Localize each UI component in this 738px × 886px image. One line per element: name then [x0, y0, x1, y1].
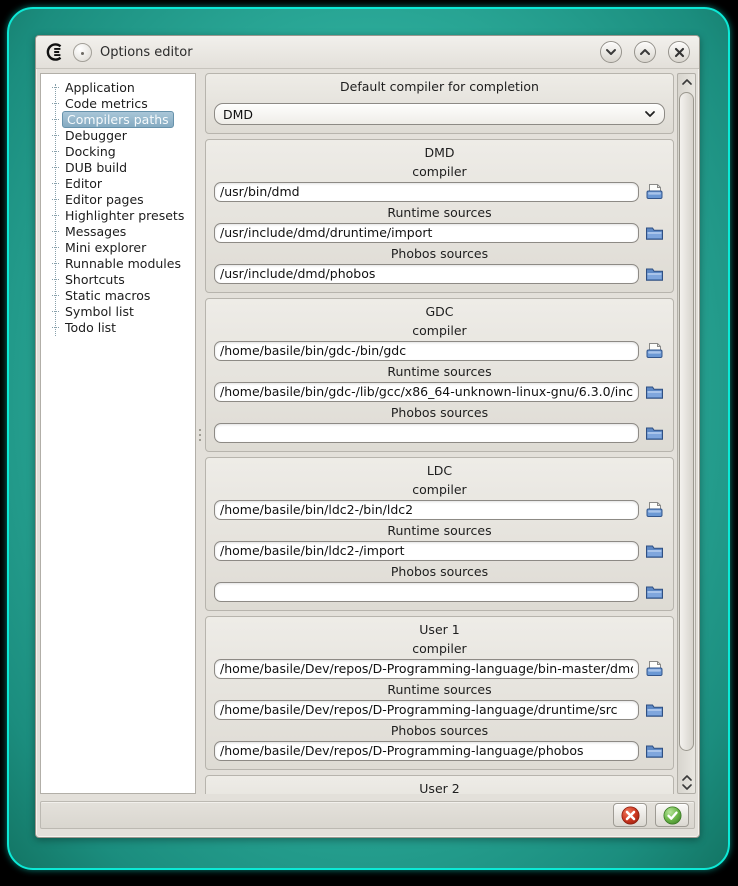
main-area: [36, 69, 699, 794]
shade-button[interactable]: [600, 41, 622, 63]
user1-runtime-sources-input[interactable]: [214, 700, 639, 720]
dmd-groupbox: [205, 139, 674, 293]
sidebar-item-messages[interactable]: Messages: [43, 223, 193, 239]
groupbox-title: Default compiler for completion: [340, 79, 539, 94]
ldc-compiler-input[interactable]: [214, 500, 639, 520]
open-file-icon: [645, 501, 664, 518]
close-button[interactable]: [668, 41, 690, 63]
field-label: Runtime sources: [387, 364, 492, 379]
cancel-icon: [621, 806, 640, 825]
scrollbar-thumb[interactable]: [679, 92, 694, 751]
ok-icon: [663, 806, 682, 825]
selected-compiler-value: DMD: [223, 106, 254, 122]
field-label: Runtime sources: [387, 523, 492, 538]
groupbox-title: User 1: [419, 622, 460, 637]
sidebar-item-symbol-list[interactable]: Symbol list: [43, 303, 193, 319]
field-label: Phobos sources: [390, 564, 489, 579]
groupbox-title: LDC: [426, 463, 453, 478]
field-label: Phobos sources: [390, 246, 489, 261]
chevron-down-icon: [605, 48, 617, 56]
open-file-button[interactable]: [639, 659, 665, 679]
groupbox-title: User 2: [419, 781, 460, 794]
select-folder-icon: [645, 702, 664, 718]
ldc-groupbox: [205, 457, 674, 611]
chevron-down-icon[interactable]: [682, 784, 692, 790]
select-folder-icon: [645, 266, 664, 282]
sidebar-item-highlighter-presets[interactable]: Highlighter presets: [43, 207, 193, 223]
chevron-up-icon[interactable]: [682, 775, 692, 781]
select-folder-button[interactable]: [639, 700, 665, 720]
sidebar-item-compilers-paths[interactable]: Compilers paths: [43, 111, 193, 127]
user1-phobos-sources-input[interactable]: [214, 741, 639, 761]
dmd-compiler-input[interactable]: [214, 182, 639, 202]
window-title: Options editor: [100, 44, 193, 60]
coedit-logo-icon: [45, 42, 65, 62]
select-folder-icon: [645, 543, 664, 559]
dmd-runtime-sources-input[interactable]: [214, 223, 639, 243]
sidebar-item-application[interactable]: Application: [43, 79, 193, 95]
sidebar-item-code-metrics[interactable]: Code metrics: [43, 95, 193, 111]
maximize-button[interactable]: [634, 41, 656, 63]
accept-button[interactable]: [655, 803, 689, 827]
open-file-icon: [645, 342, 664, 359]
gdc-runtime-sources-input[interactable]: [214, 382, 639, 402]
select-folder-button[interactable]: [639, 264, 665, 284]
vertical-scrollbar[interactable]: [677, 73, 696, 794]
select-folder-button[interactable]: [639, 582, 665, 602]
ldc-runtime-sources-input[interactable]: [214, 541, 639, 561]
window-menu-button[interactable]: [73, 43, 92, 62]
open-file-button[interactable]: [639, 500, 665, 520]
splitter-grip-icon: [199, 426, 201, 444]
gdc-groupbox: [205, 298, 674, 452]
select-folder-icon: [645, 584, 664, 600]
field-label: compiler: [412, 641, 467, 656]
groupbox-title: DMD: [424, 145, 455, 160]
dmd-phobos-sources-input[interactable]: [214, 264, 639, 284]
gdc-phobos-sources-input[interactable]: [214, 423, 639, 443]
gdc-compiler-input[interactable]: [214, 341, 639, 361]
field-label: Phobos sources: [390, 405, 489, 420]
open-file-button[interactable]: [639, 182, 665, 202]
user2-groupbox: [205, 775, 674, 794]
sidebar-item-mini-explorer[interactable]: Mini explorer: [43, 239, 193, 255]
ldc-phobos-sources-input[interactable]: [214, 582, 639, 602]
field-label: Runtime sources: [387, 682, 492, 697]
select-folder-icon: [645, 384, 664, 400]
compilers-paths-panel: [205, 73, 696, 794]
categories-tree: [40, 73, 196, 794]
open-file-button[interactable]: [639, 341, 665, 361]
select-folder-button[interactable]: [639, 223, 665, 243]
sidebar-item-dub-build[interactable]: DUB build: [43, 159, 193, 175]
sidebar-item-runnable-modules[interactable]: Runnable modules: [43, 255, 193, 271]
cancel-button[interactable]: [613, 803, 647, 827]
select-folder-button[interactable]: [639, 741, 665, 761]
scrollbar-track[interactable]: [678, 89, 695, 765]
user1-groupbox: [205, 616, 674, 770]
close-icon: [674, 47, 685, 58]
field-label: Runtime sources: [387, 205, 492, 220]
sidebar-item-editor-pages[interactable]: Editor pages: [43, 191, 193, 207]
sidebar-item-todo-list[interactable]: Todo list: [43, 319, 193, 335]
sections-scroll-viewport: [205, 73, 674, 794]
default-compiler-groupbox: [205, 73, 674, 134]
window-frame: [7, 7, 730, 870]
select-folder-icon: [645, 425, 664, 441]
options-editor-window: [35, 35, 700, 838]
default-compiler-select[interactable]: [214, 103, 665, 125]
chevron-up-icon: [682, 79, 692, 85]
select-folder-button[interactable]: [639, 382, 665, 402]
groupbox-title: GDC: [425, 304, 454, 319]
sidebar-splitter[interactable]: [196, 73, 205, 794]
select-folder-icon: [645, 743, 664, 759]
chevron-down-icon: [644, 110, 656, 118]
sidebar-item-editor[interactable]: Editor: [43, 175, 193, 191]
select-folder-button[interactable]: [639, 541, 665, 561]
chevron-up-icon: [639, 48, 651, 56]
scroll-up-button[interactable]: [678, 74, 695, 89]
sidebar-item-docking[interactable]: Docking: [43, 143, 193, 159]
sidebar-item-debugger[interactable]: Debugger: [43, 127, 193, 143]
field-label: compiler: [412, 323, 467, 338]
field-label: Phobos sources: [390, 723, 489, 738]
sidebar-item-static-macros[interactable]: Static macros: [43, 287, 193, 303]
field-label: compiler: [412, 482, 467, 497]
field-label: compiler: [412, 164, 467, 179]
select-folder-icon: [645, 225, 664, 241]
open-file-icon: [645, 183, 664, 200]
dialog-footer: [40, 801, 695, 829]
user1-compiler-input[interactable]: [214, 659, 639, 679]
open-file-icon: [645, 660, 664, 677]
titlebar: [36, 36, 699, 69]
select-folder-button[interactable]: [639, 423, 665, 443]
sidebar-item-shortcuts[interactable]: Shortcuts: [43, 271, 193, 287]
